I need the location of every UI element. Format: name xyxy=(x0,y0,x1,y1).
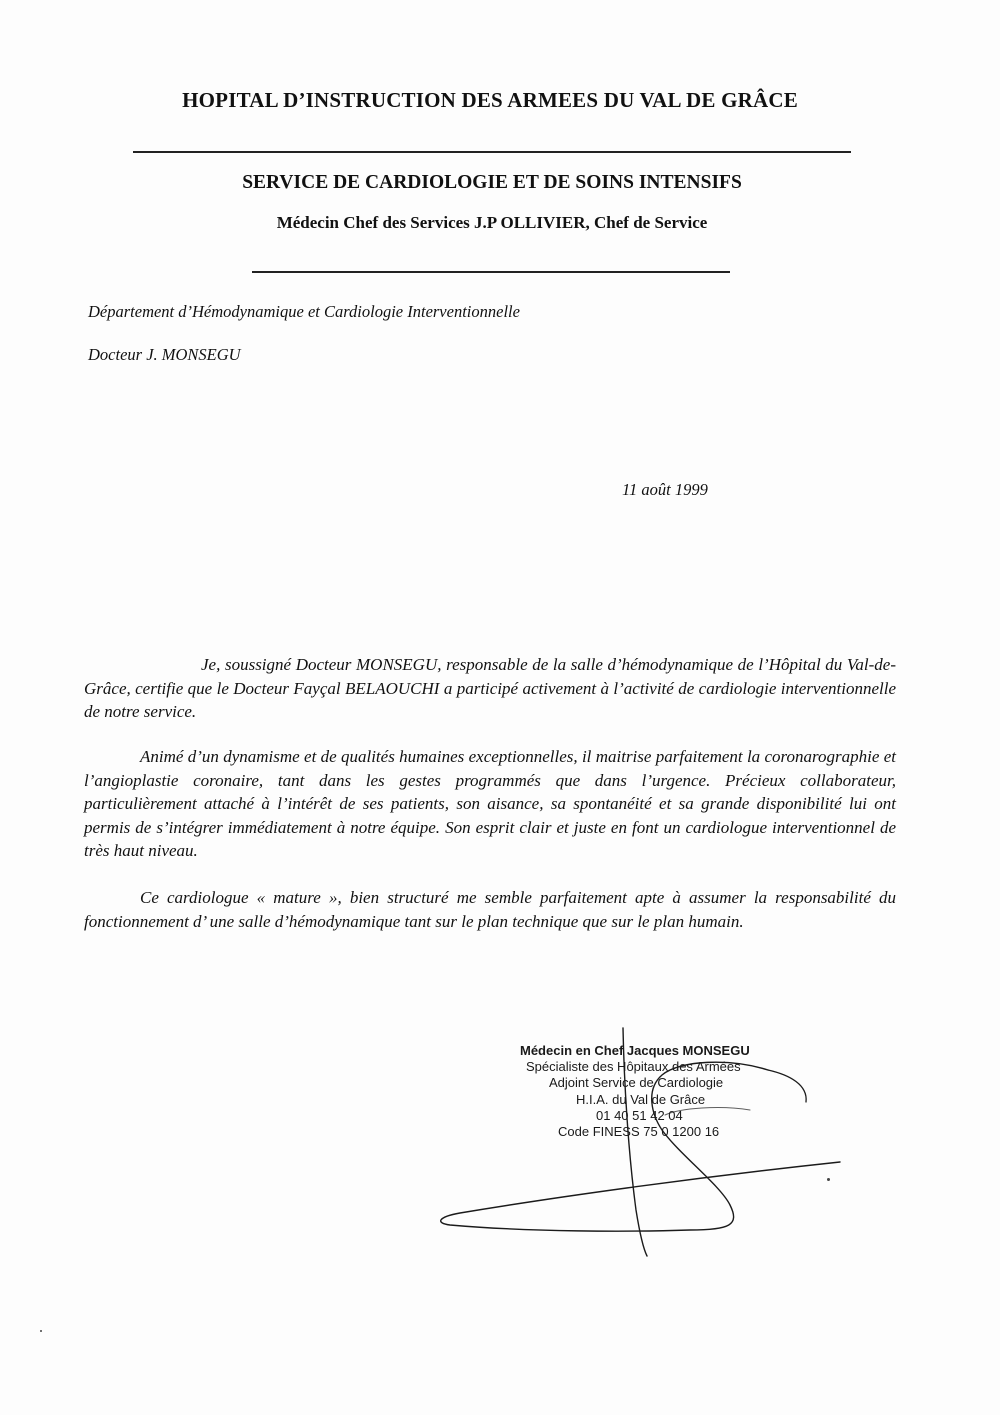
body-paragraph-text: Animé d’un dynamisme et de qualités humaines exceptionnelles, il maitrise parfaitement la coronarographie et l’angioplastie coronaire, tant dans les gestes programmés que dans l’urgence. Précieux collaborateur, particulièrement attaché à l’intérêt de ses patients, son aisance, sa spontanéité et sa grande disponibilité lui ont permis de s’intégrer immédiatement à notre équipe. Son esprit clair et juste en font un cardiologue interventionnel de très haut niveau. xyxy=(84,747,896,860)
chief-of-service-line: Médecin Chef des Services J.P OLLIVIER, Chef de Service xyxy=(276,213,708,232)
stamp-line: 01 40 51 42 04 xyxy=(596,1107,683,1123)
hospital-title: HOPITAL D’INSTRUCTION DES ARMEES DU VAL DE GRÂCE xyxy=(182,88,798,112)
stamp-line: Code FINESS 75 0 1200 16 xyxy=(558,1124,720,1140)
stamp-line: Médecin en Chef Jacques MONSEGU xyxy=(520,1043,750,1058)
stamp-line: Adjoint Service de Cardiologie xyxy=(549,1075,724,1091)
stamp-line: H.I.A. du Val de Grâce xyxy=(576,1091,706,1107)
body-paragraph-text: Je, soussigné Docteur MONSEGU, responsable de la salle d’hémodynamique de l’Hôpital du Val-de-Grâce, certifie que le Docteur Fayçal BELAOUCHI a participé activement à l’activité de cardiologie interventionnelle de notre service. xyxy=(84,655,896,721)
stamp-line: Spécialiste des Hôpitaux des Armées xyxy=(526,1059,741,1075)
body-paragraph xyxy=(84,886,896,933)
body-paragraph xyxy=(84,745,896,863)
body-paragraph-text: Ce cardiologue « mature », bien structuré me semble parfaitement apte à assumer la responsabilité du fonctionnement d’ une salle d’hémodynamique tant sur le plan technique que sur le plan humain. xyxy=(84,888,896,931)
doctor-stamp xyxy=(508,1043,808,1140)
header-divider-top xyxy=(133,151,851,153)
service-title: SERVICE DE CARDIOLOGIE ET DE SOINS INTENSIFS xyxy=(242,172,742,193)
paper-speck xyxy=(40,1330,42,1332)
department-line: Département d’Hémodynamique et Cardiologie Interventionnelle xyxy=(88,302,520,321)
doctor-line: Docteur J. MONSEGU xyxy=(88,345,241,364)
body-paragraph xyxy=(84,653,896,724)
header-divider-bottom xyxy=(252,271,730,273)
paper-speck xyxy=(827,1178,830,1181)
letter-date: 11 août 1999 xyxy=(622,480,708,499)
